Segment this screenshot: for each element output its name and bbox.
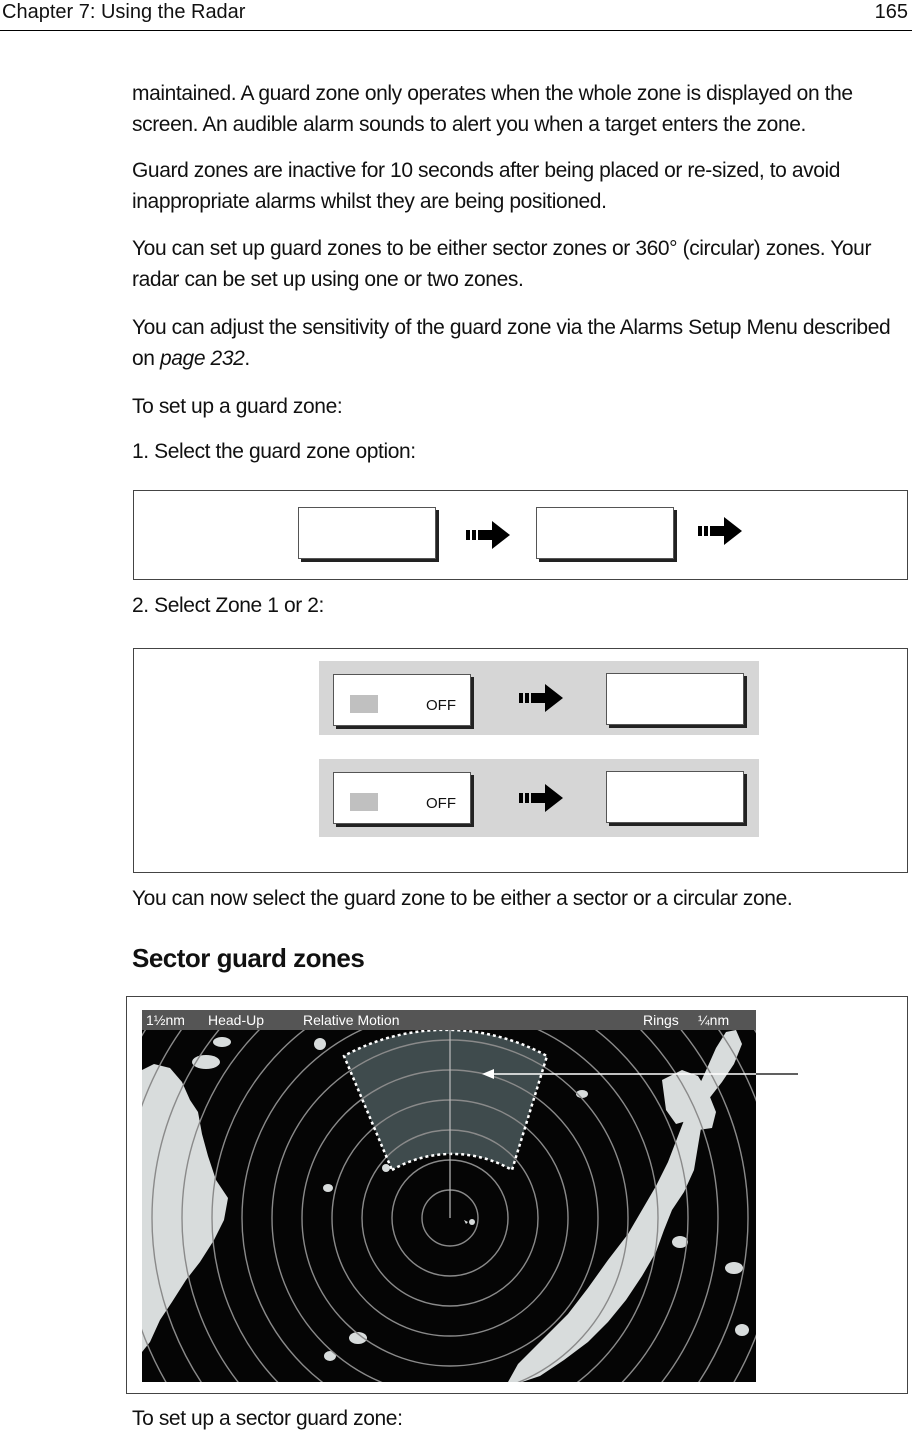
- page-link[interactable]: page 232: [160, 347, 245, 370]
- toggle-indicator: [350, 793, 378, 811]
- paragraph-inactive-period: Guard zones are inactive for 10 seconds after being placed or re-sized, to avoid inappropriate alarms whilst they are being positioned.: [132, 159, 841, 213]
- ring-interval: ¼nm: [698, 1012, 730, 1028]
- zone-1-state: OFF: [426, 697, 456, 714]
- rings-label: Rings: [643, 1012, 679, 1028]
- section-heading: Sector guard zones: [132, 943, 365, 973]
- callout-pointer: [470, 1064, 800, 1084]
- orientation-mode: Head-Up: [208, 1012, 265, 1028]
- paragraph-guard-zone-operation: maintained. A guard zone only operates when the whole zone is displayed on the screen. An audible alarm sounds to alert you when a target enters the zone.: [132, 82, 853, 136]
- zone-2-row: [319, 759, 759, 837]
- softkey-diagram-2: [133, 648, 908, 873]
- page-number: 165: [874, 1, 908, 23]
- chapter-title: Chapter 7: Using the Radar: [2, 1, 246, 23]
- arrow-right-icon: [519, 784, 563, 812]
- arrow-right-icon: [466, 521, 510, 549]
- radar-status-bar: [142, 1010, 756, 1030]
- paragraph-setup-intro: To set up a guard zone:: [132, 395, 343, 418]
- callout-pointer-outer: [756, 1064, 800, 1084]
- sensitivity-end: .: [244, 347, 250, 370]
- zone-1-next-softkey[interactable]: [606, 673, 744, 725]
- page-header: [0, 0, 912, 31]
- zone-2-next-softkey[interactable]: [606, 771, 744, 823]
- paragraph-select-type: You can now select the guard zone to be either a sector or a circular zone.: [132, 887, 793, 910]
- toggle-indicator: [350, 695, 378, 713]
- range-readout: 1½nm: [146, 1012, 185, 1028]
- arrow-right-icon: [698, 517, 742, 545]
- softkey-diagram-1: [133, 490, 908, 580]
- motion-mode: Relative Motion: [303, 1012, 400, 1028]
- paragraph-sensitivity: [132, 312, 907, 374]
- softkey-button-1[interactable]: [298, 507, 436, 559]
- arrow-right-icon: [519, 684, 563, 712]
- step-1: 1. Select the guard zone option:: [132, 440, 416, 463]
- sensitivity-text: You can adjust the sensitivity of the guard zone via the Alarms Setup Menu described on: [132, 316, 891, 370]
- zone-2-state: OFF: [426, 795, 456, 812]
- zone-2-toggle[interactable]: [333, 772, 471, 824]
- paragraph-zone-types: You can set up guard zones to be either sector zones or 360° (circular) zones. Your radar can be set up using one or two zones.: [132, 237, 872, 291]
- zone-1-row: [319, 661, 759, 735]
- step-2: 2. Select Zone 1 or 2:: [132, 594, 324, 617]
- softkey-button-2[interactable]: [536, 507, 674, 559]
- paragraph-sector-setup: To set up a sector guard zone:: [132, 1407, 403, 1430]
- zone-1-toggle[interactable]: [333, 674, 471, 726]
